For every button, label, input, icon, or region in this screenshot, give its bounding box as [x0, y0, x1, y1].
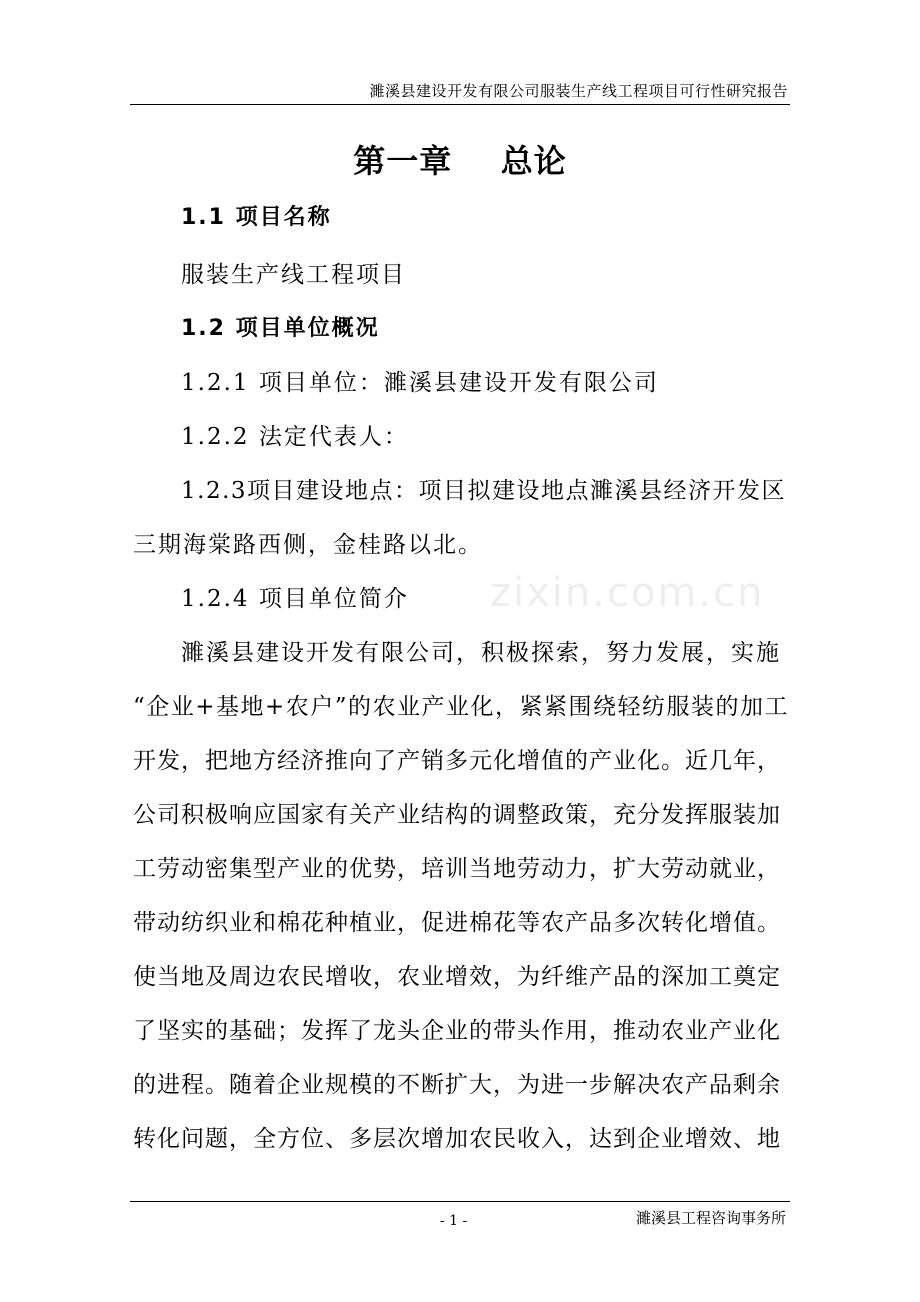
paragraph-line: 了坚实的基础；发挥了龙头企业的带头作用，推动农业产业化	[133, 1018, 781, 1044]
paragraph-line: 三期海棠路西侧，金桂路以北。	[133, 532, 483, 558]
paragraph-line: 开发，把地方经济推向了产销多元化增值的产业化。近几年，	[133, 748, 781, 774]
watermark: zixin.com.cn	[490, 570, 765, 616]
paragraph-line: 的进程。随着企业规模的不断扩大，为进一步解决农产品剩余	[133, 1072, 781, 1098]
header-rule	[130, 104, 790, 105]
paragraph-line: 公司积极响应国家有关产业结构的调整政策，充分发挥服装加	[133, 802, 781, 828]
chapter-title: 第一章 总论	[353, 142, 567, 180]
paragraph-line: 1.2.3项目建设地点：项目拟建设地点濉溪县经济开发区	[181, 478, 787, 504]
paragraph-line: 1.2.2 法定代表人：	[181, 424, 409, 450]
paragraph-line: 工劳动密集型产业的优势，培训当地劳动力，扩大劳动就业，	[133, 856, 781, 882]
footer-rule	[130, 1201, 790, 1202]
paragraph-line: 带动纺织业和棉花种植业，促进棉花等农产品多次转化增值。	[133, 910, 781, 936]
paragraph-line: 1.2.4 项目单位简介	[181, 586, 409, 612]
paragraph-line: 使当地及周边农民增收，农业增效，为纤维产品的深加工奠定	[133, 964, 781, 990]
paragraph-line: 濉溪县建设开发有限公司，积极探索，努力发展，实施	[181, 640, 781, 666]
section-heading-1-2: 1.2 项目单位概况	[181, 316, 380, 341]
footer-organization: 濉溪县工程咨询事务所	[635, 1209, 786, 1227]
running-header: 濉溪县建设开发有限公司服装生产线工程项目可行性研究报告	[369, 82, 788, 100]
paragraph-line: 1.2.1 项目单位：濉溪县建设开发有限公司	[181, 370, 659, 396]
paragraph-line: “企业+基地+农户”的农业产业化，紧紧围绕轻纺服装的加工	[133, 694, 790, 720]
paragraph-line: 服装生产线工程项目	[181, 262, 406, 288]
page-number: - 1 -	[440, 1213, 468, 1229]
section-heading-1-1: 1.1 项目名称	[181, 205, 332, 230]
paragraph-line: 转化问题，全方位、多层次增加农民收入，达到企业增效、地	[133, 1126, 781, 1152]
